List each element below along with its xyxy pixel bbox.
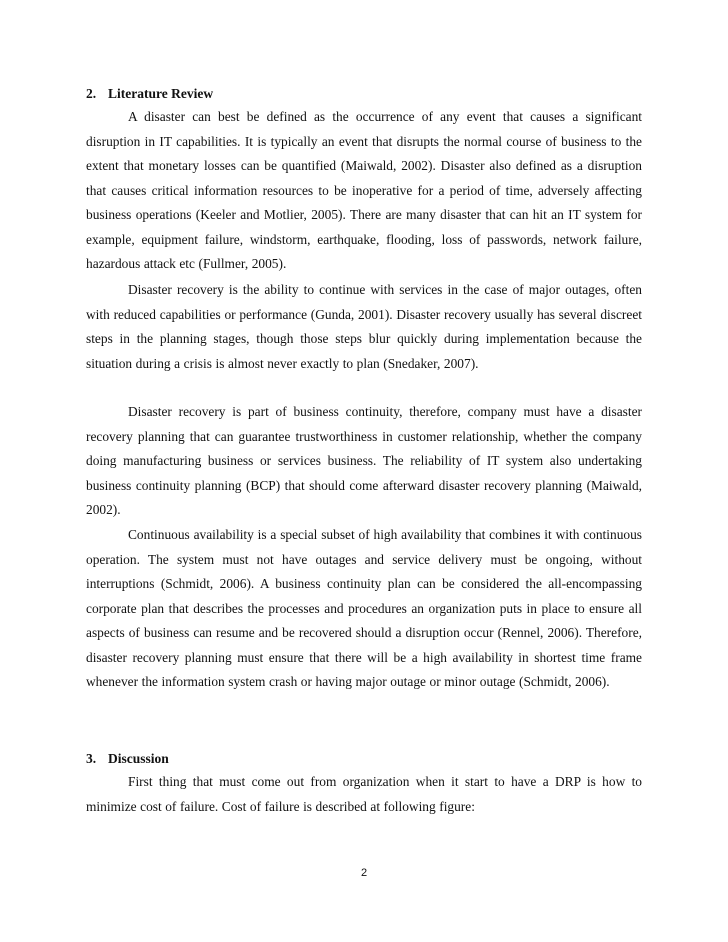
- section-title: Literature Review: [108, 86, 214, 101]
- section-number: 3.: [86, 751, 97, 766]
- paragraph-disaster-recovery: Disaster recovery is the ability to continue with services in the case of major outages, often with reduced capabilities or performance (Gunda, 2001). Disaster recovery usually has several discreet steps in the planning stages, though those steps blur quickly during implementation because the situation during a crisis is almost never exactly to plan (Snedaker, 2007).: [86, 282, 642, 371]
- paragraph-cost-of-failure: First thing that must come out from organization when it start to have a DRP is how to minimize cost of failure. Cost of failure is described at following figure:: [86, 774, 642, 814]
- section-number: 2.: [86, 86, 97, 101]
- paragraph-disaster-definition: A disaster can best be defined as the occurrence of any event that causes a significant disruption in IT capabilities. It is typically an event that disrupts the normal course of business to the extent that monetary losses can be quantified (Maiwald, 2002). Disaster also defined as a disruption that causes critical information resources to be inoperative for a period of time, adversely affecting business operations (Keeler and Motlier, 2005). There are many disaster that can hit an IT system for example, equipment failure, windstorm, earthquake, flooding, loss of passwords, network failure, hazardous attack etc (Fullmer, 2005).: [86, 109, 642, 271]
- section-heading-discussion: [86, 751, 169, 767]
- paragraph-continuous-availability: Continuous availability is a special subset of high availability that combines it with continuous operation. The system must not have outages and service delivery must be ongoing, without interruptions (Schmidt, 2006). A business continuity plan can be considered the all-encompassing corporate plan that describes the processes and procedures an organization puts in place to ensure all aspects of business can resume and be recovered should a disruption occur (Rennel, 2006). Therefore, disaster recovery planning must ensure that there will be a high availability in shortest time frame whenever the information system crash or having major outage or minor outage (Schmidt, 2006).: [86, 527, 642, 689]
- section-heading-literature-review: [86, 86, 213, 102]
- paragraph-business-continuity: Disaster recovery is part of business continuity, therefore, company must have a disaster recovery planning that can guarantee trustworthiness in customer relationship, whether the company doing manufacturing business or services business. The reliability of IT system also undertaking business continuity planning (BCP) that should come afterward disaster recovery planning (Maiwald, 2002).: [86, 404, 642, 517]
- section-title: Discussion: [108, 751, 169, 766]
- page-number: 2: [360, 867, 368, 879]
